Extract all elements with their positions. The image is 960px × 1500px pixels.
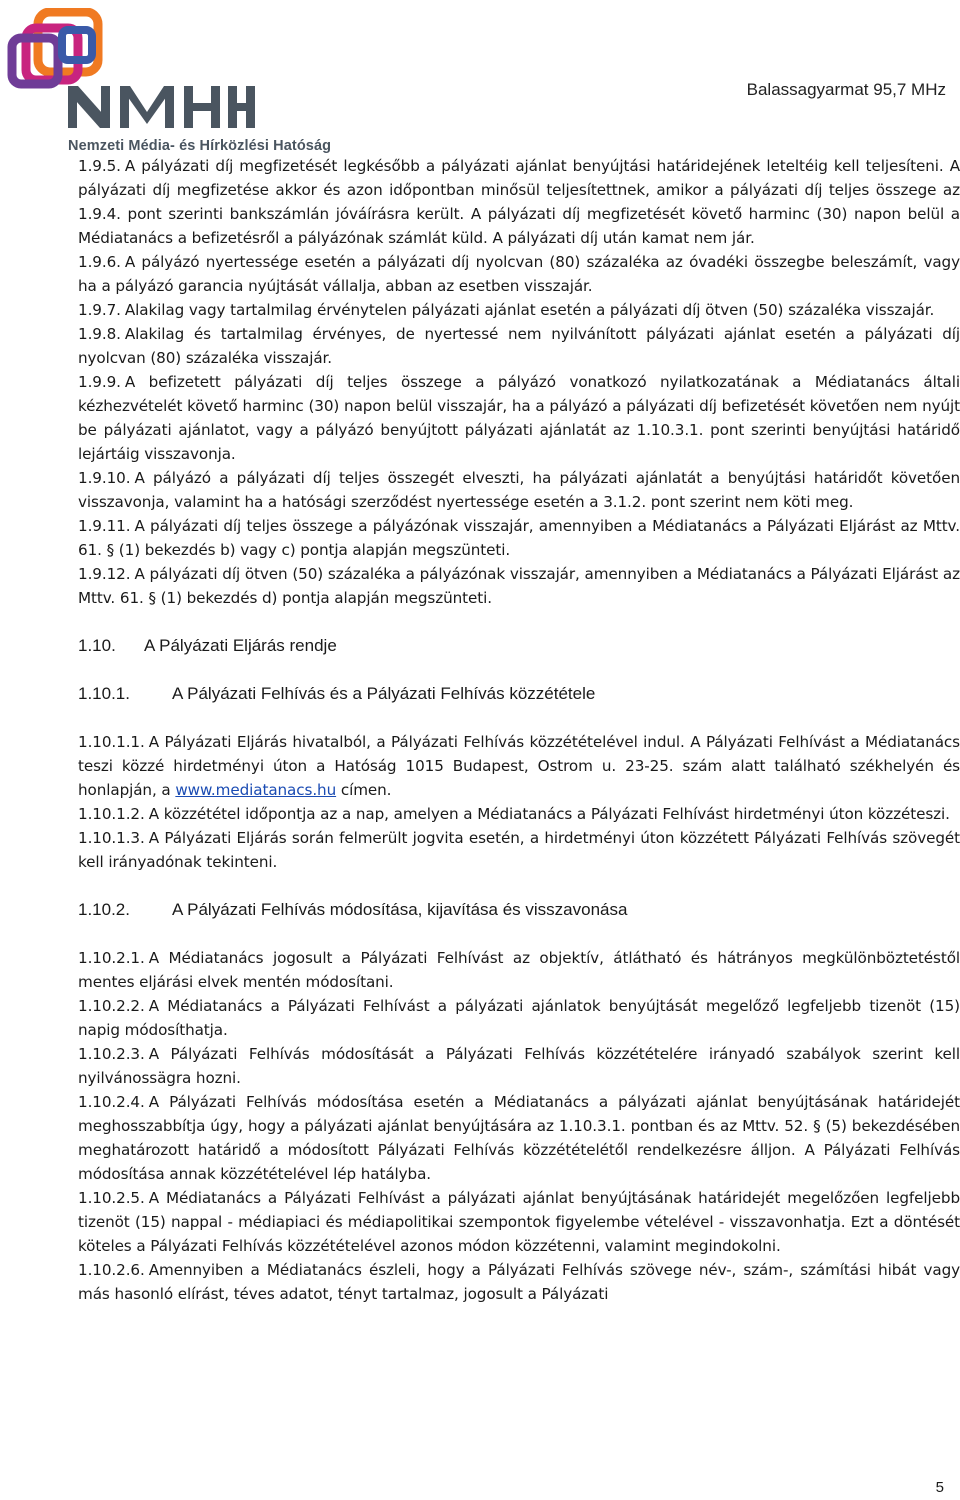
paragraph-number: 1.9.7. [78, 301, 121, 319]
mediatanacs-link[interactable]: www.mediatanacs.hu [175, 781, 337, 799]
paragraph-text: A pályázati díj megfizetését legkésőbb a pályázati ajánlat benyújtási határidejének leteltéig kell teljesíteni. A pályázati díj megfizetése akkor és azon időpontban minősül teljesítettnek, amikor a pályázati díj teljes összege az 1.9.4. pont szerinti bankszámlán jóváírásra került. A pályázati díj megfizetését követő harminc (30) napon belül a Médiatanács a befizetésről a pályázónak számlát küld. A pályázati díj után kamat nem jár. [78, 157, 960, 247]
paragraph-text: A pályázati díj ötven (50) százaléka a pályázónak visszajár, amennyiben a Médiatanács a Pályázati Eljárást az Mttv. 61. § (1) bekezdés d) pontja alapján megszünteti. [78, 565, 960, 607]
paragraph [78, 562, 960, 610]
paragraph-text: Alakilag és tartalmilag érvényes, de nyertessé nem nyilvánított pályázati ajánlat esetén a pályázati díj nyolcvan (80) százaléka visszajár. [78, 325, 960, 367]
paragraph-number: 1.9.9. [78, 373, 121, 391]
header-frequency: Balassagyarmat 95,7 MHz [746, 80, 946, 99]
paragraph [78, 370, 960, 466]
paragraph-text: A Pályázati Eljárás hivatalból, a Pályázati Felhívás közzétételével indul. A Pályázati Felhívást a Médiatanács teszi közzé hirdetményi úton a Hatóság 1015 Budapest, Ostrom u. 23-25. szám alatt található székhelyén és honlapján, a [78, 733, 960, 799]
paragraph-number: 1.10.2.1. [78, 949, 145, 967]
paragraph-number: 1.10.1.3. [78, 829, 145, 847]
paragraph-text: Alakilag vagy tartalmilag érvénytelen pályázati ajánlat esetén a pályázati díj ötven (50) százaléka visszajár. [124, 301, 935, 319]
paragraph-number: 1.10.1.2. [78, 805, 145, 823]
heading-title: A Pályázati Felhívás és a Pályázati Felhívás közzététele [172, 684, 596, 703]
paragraph-text: címen. [336, 781, 392, 799]
document-body [78, 154, 960, 1306]
paragraph [78, 322, 960, 370]
org-name: Nemzeti Média- és Hírközlési Hatóság [68, 138, 332, 154]
paragraph-text: A pályázó nyertessége esetén a pályázati díj nyolcvan (80) százaléka az óvadéki összegbe beleszámít, vagy ha a pályázó garancia nyújtását vállalja, abban az esetben visszajár. [78, 253, 960, 295]
paragraph-text: A Pályázati Felhívás módosítása esetén a Médiatanács a pályázati ajánlat benyújtásának határidejét meghosszabbítja úgy, hogy a pályázati ajánlat benyújtására az 1.10.3.1. pontban és az Mttv. 52. § (5) bekezdésében meghatározott határidő a módosított Pályázati Felhívás közzétételétől rendelkezésre álljon. A Pályázati Felhívás módosítása annak közzétételével lép hatályba. [78, 1093, 960, 1183]
paragraph-number: 1.9.6. [78, 253, 121, 271]
nmhh-logo [6, 8, 366, 158]
paragraph-number: 1.9.10. [78, 469, 131, 487]
paragraph-text: A Pályázati Felhívás módosítását a Pályázati Felhívás közzétételére irányadó szabályok szerint kell nyilvánossägra hozni. [78, 1045, 960, 1087]
paragraph [78, 250, 960, 298]
paragraph-text: A befizetett pályázati díj teljes összege a pályázó vonatkozó nyilatkozatának a Médiatanács általi kézhezvételét követő harminc (30) napon belül visszajár, ha a pályázó a pályázati díj befizetését követően nem nyújt be pályázati ajánlatot, vagy a pályázó benyújtott pályázati ajánlatát az 1.10.3.1. pont szerinti benyújtási határidő lejártáig visszavonja. [78, 373, 960, 463]
paragraph [78, 1042, 960, 1090]
nmhh-logo-mark [6, 8, 366, 138]
paragraph [78, 826, 960, 874]
section-heading-1-10 [78, 634, 960, 658]
paragraph [78, 1186, 960, 1258]
paragraph-number: 1.10.1.1. [78, 733, 145, 751]
paragraph-number: 1.9.5. [78, 157, 121, 175]
section-heading-1-10-2 [78, 898, 960, 922]
paragraph-number: 1.9.11. [78, 517, 131, 535]
paragraph-number: 1.10.2.3. [78, 1045, 145, 1063]
paragraph [78, 154, 960, 250]
paragraph [78, 466, 960, 514]
paragraph [78, 1090, 960, 1186]
paragraph-number: 1.10.2.2. [78, 997, 145, 1015]
paragraph [78, 1258, 960, 1306]
paragraph [78, 946, 960, 994]
paragraph-text: A Pályázati Eljárás során felmerült jogvita esetén, a hirdetményi úton közzétett Pályázati Felhívás szövegét kell irányadónak tekinteni. [78, 829, 960, 871]
paragraph [78, 298, 960, 322]
paragraph [78, 802, 960, 826]
paragraph-text: A pályázó a pályázati díj teljes összegét elveszti, ha pályázati ajánlatát a benyújtási határidőt követően visszavonja, valamint ha a hatósági szerződést nyertessége esetén a 3.1.2. pont szerint nem köti meg. [78, 469, 960, 511]
paragraph [78, 994, 960, 1042]
page-number: 5 [935, 1479, 944, 1496]
paragraph-text: A közzététel időpontja az a nap, amelyen a Médiatanács a Pályázati Felhívást hirdetményi úton közzéteszi. [148, 805, 950, 823]
paragraph-number: 1.10.2.6. [78, 1261, 145, 1279]
paragraph-text: A Médiatanács a Pályázati Felhívást a pályázati ajánlat benyújtásának határidejét megelőzően legfeljebb tizenöt (15) nappal - médiapiaci és médiapolitikai szempontok figyelembe vételével - visszavonhatja. Ezt a döntését köteles a Pályázati Felhívás közzétételével azonos módon közzétenni, valamint megindokolni. [78, 1189, 960, 1255]
paragraph [78, 730, 960, 802]
heading-number: 1.10.1. [78, 684, 130, 703]
paragraph-text: A pályázati díj teljes összege a pályázónak visszajár, amennyiben a Médiatanács a Pályázati Eljárást az Mttv. 61. § (1) bekezdés b) vagy c) pontja alapján megszünteti. [78, 517, 960, 559]
paragraph-number: 1.10.2.4. [78, 1093, 145, 1111]
heading-number: 1.10.2. [78, 900, 130, 919]
paragraph-number: 1.10.2.5. [78, 1189, 145, 1207]
paragraph-number: 1.9.8. [78, 325, 121, 343]
section-heading-1-10-1 [78, 682, 960, 706]
heading-title: A Pályázati Felhívás módosítása, kijavítása és visszavonása [172, 900, 628, 919]
paragraph-number: 1.9.12. [78, 565, 131, 583]
heading-number: 1.10. [78, 636, 116, 655]
paragraph-text: A Médiatanács jogosult a Pályázati Felhívást az objektív, átlátható és hátrányos megkülönböztetéstől mentes eljárási elvek mentén módosítani. [78, 949, 960, 991]
paragraph-text: A Médiatanács a Pályázati Felhívást a pályázati ajánlatok benyújtását megelőző legfeljebb tizenöt (15) napig módosíthatja. [78, 997, 960, 1039]
paragraph-text: Amennyiben a Médiatanács észleli, hogy a Pályázati Felhívás szövege név-, szám-, számítási hibát vagy más hasonló elírást, téves adatot, tényt tartalmaz, jogosult a Pályázati [78, 1261, 960, 1303]
paragraph [78, 514, 960, 562]
heading-title: A Pályázati Eljárás rendje [144, 636, 337, 655]
